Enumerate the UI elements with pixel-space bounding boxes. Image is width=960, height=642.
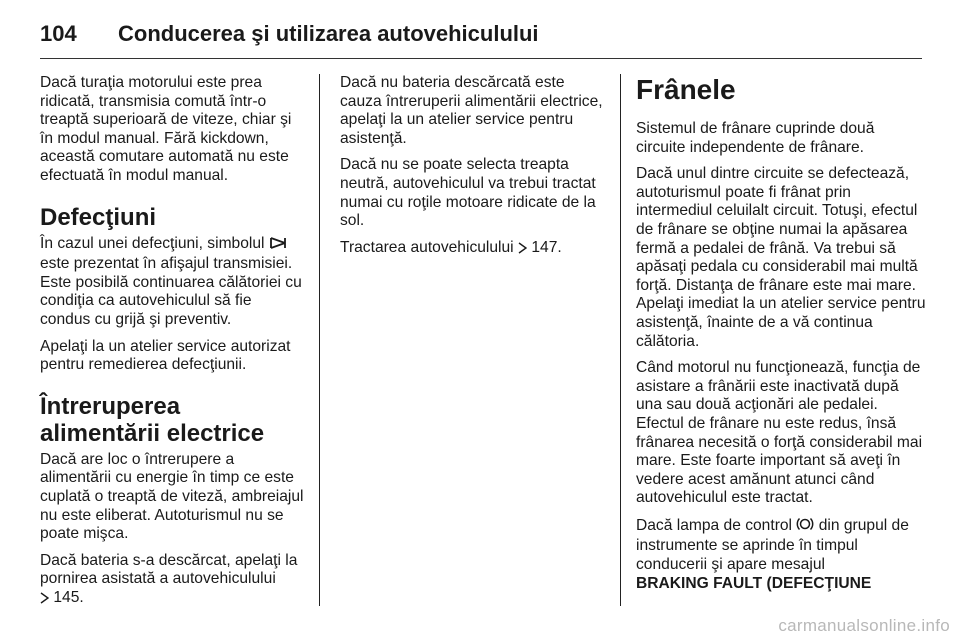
paragraph	[340, 239, 606, 260]
paragraph: Dacă nu bateria descărcată este cauza întreruperii alimentării electrice, apelaţi la un atelier service pentru asistenţă.	[340, 74, 603, 147]
column-middle	[340, 74, 606, 267]
column-left	[40, 74, 306, 617]
paragraph-text: Dacă lampa de control	[636, 516, 793, 534]
paragraph: Sistemul de frânare cuprinde două circuite independente de frânare.	[636, 120, 875, 156]
page-title: Conducerea şi utilizarea autovehiculului	[118, 21, 539, 46]
paragraph	[636, 516, 926, 593]
paragraph-text: este prezentat în afişajul transmisiei. Este posibilă continuarea călătoriei cu condiţia ca autovehiculul să fie condus cu grijă şi preventiv.	[40, 255, 302, 328]
paragraph	[40, 552, 306, 610]
page-header	[40, 14, 922, 54]
paragraph-text: Dacă bateria s-a descărcat, apelaţi la pornirea asistată a autovehiculului	[40, 551, 298, 588]
page-reference-arrow-icon	[40, 591, 49, 610]
paragraph: Apelaţi la un atelier service autorizat pentru remedierea defecţiunii.	[40, 337, 291, 374]
page-reference-link[interactable]: 147.	[531, 238, 562, 256]
page-reference-arrow-icon	[518, 241, 527, 260]
header-rule	[40, 58, 922, 59]
section-heading-franele: Frânele	[636, 74, 736, 105]
paragraph: Când motorul nu funcţionează, funcţia de asistare a frânării este inactivată după una sau două acţionări ale pedalei. Efectul de frânare nu este redus, însă frânarea necesită o forţă considerabil mai mare. Este foarte important să aveţi în vedere acest amănunt atunci când autovehiculul este tractat.	[636, 359, 923, 507]
paragraph-text: În cazul unei defecţiuni, simbolul	[40, 234, 265, 252]
watermark: carmanualsonline.info	[778, 616, 950, 635]
page-reference-link[interactable]: 145.	[53, 588, 84, 606]
section-heading-defectiuni: Defecţiuni	[40, 203, 157, 231]
page-number: 104	[40, 21, 77, 46]
column-divider	[319, 74, 320, 606]
paragraph-text: din grupul de instrumente se aprinde în timpul conducerii şi apare mesajul	[636, 516, 909, 574]
paragraph-text: Tractarea autovehiculului	[340, 238, 514, 256]
paragraph	[40, 235, 306, 330]
paragraph: Dacă nu se poate selecta treapta neutră, autovehiculul va trebui tractat numai cu roţile motoare ridicate de la sol.	[340, 156, 596, 230]
paragraph: Dacă unul dintre circuite se defectează, autoturismul poate fi frânat prin intermediul celuilalt circuit. Totuşi, efectul de frânare se obţine numai la apăsarea fermă a pedalei de frână. Va trebui să apăsaţi pedala cu considerabil mai multă forţă. Distanţa de frânare este mai mare. Apelaţi imediat la un atelier service pentru asistenţă, înainte de a vă continua călătoria.	[636, 165, 926, 350]
section-heading-intrerupere: Întreruperea alimentării electrice	[40, 392, 265, 447]
warning-message: BRAKING FAULT (DEFECŢIUNE	[636, 574, 872, 592]
transmission-fault-icon	[269, 236, 287, 256]
paragraph: Dacă are loc o întrerupere a alimentării cu energie în timp ce este cuplată o treaptă de viteză, ambreiajul nu este eliberat. Autoturismul nu se poate mişca.	[40, 450, 304, 543]
column-divider	[620, 74, 621, 606]
brake-warning-lamp-icon	[796, 516, 814, 538]
paragraph: Dacă turaţia motorului este prea ridicată, transmisia comută într-o treaptă superioară de viteze, chiar şi în modul manual. Fără kickdown, această comutare automată nu este efectuată în modul manual.	[40, 74, 292, 184]
column-right	[636, 74, 926, 601]
